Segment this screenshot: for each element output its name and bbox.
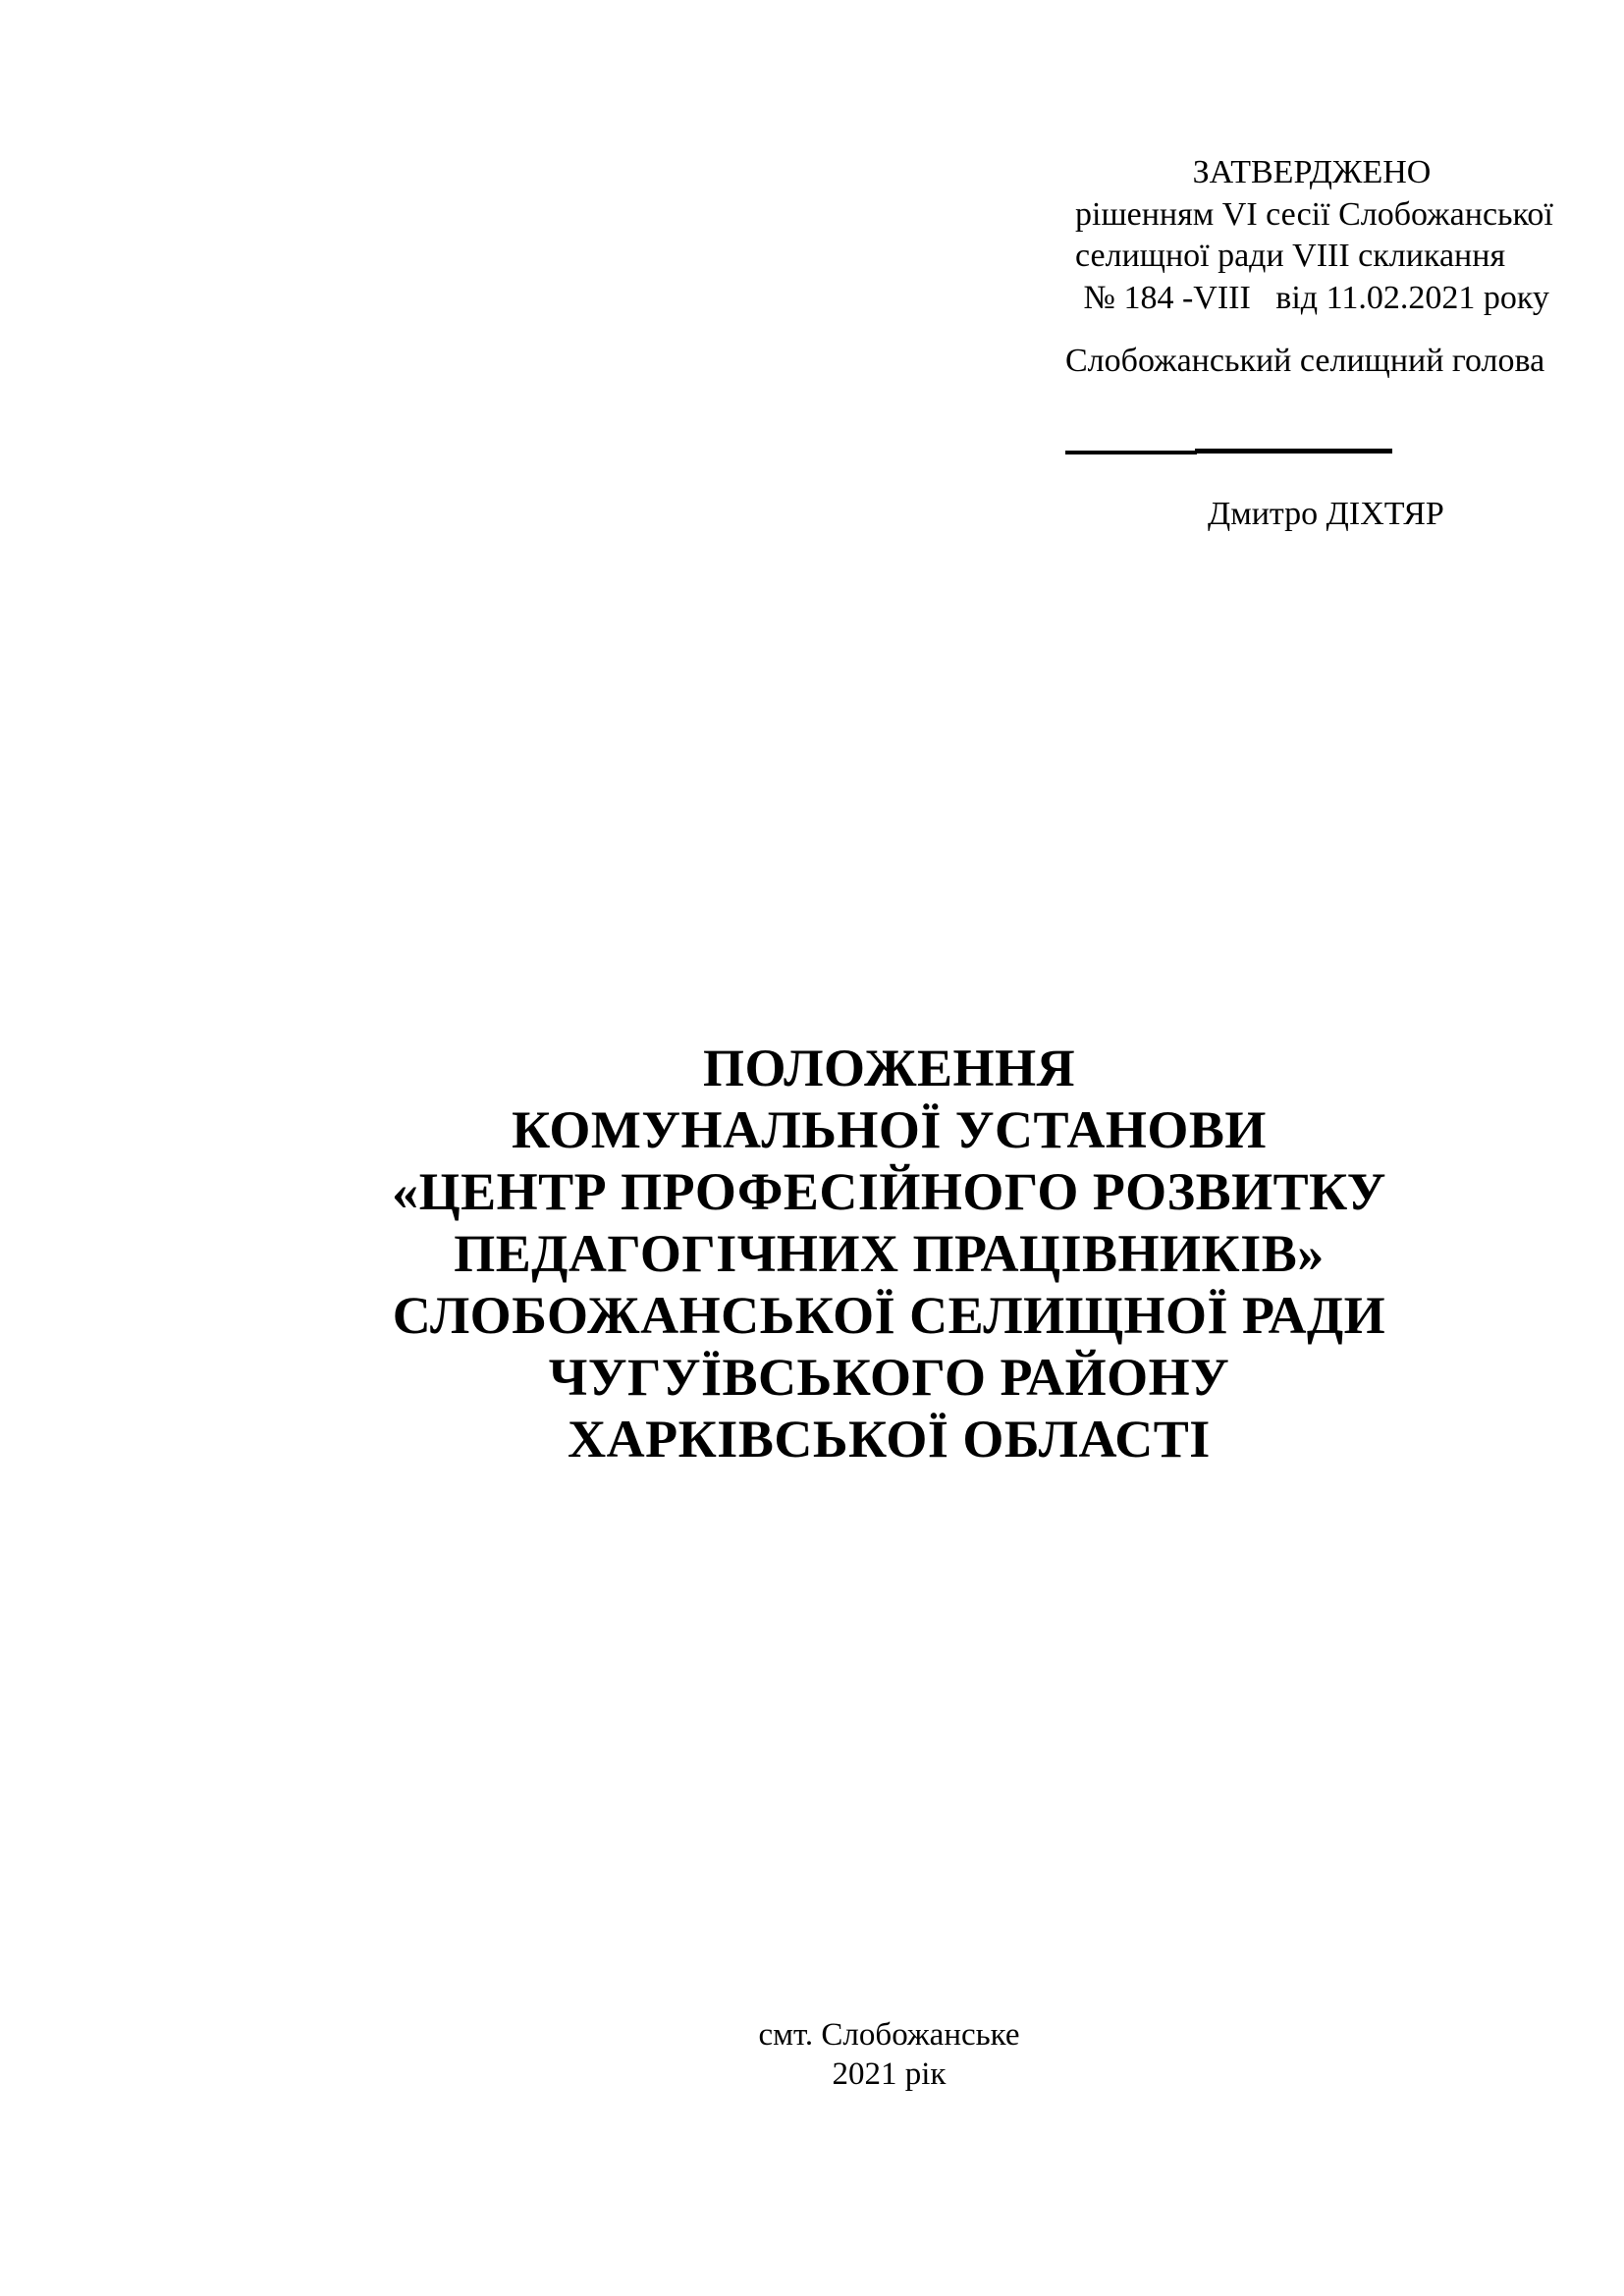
document-title-line-6: ЧУГУЇВСЬКОГО РАЙОНУ — [548, 1348, 1230, 1407]
document-title — [232, 1038, 1546, 1470]
approval-decision-line-1: рішенням VI сесії Слобожанської — [1075, 195, 1553, 233]
footer-place: смт. Слобожанське — [758, 2017, 1020, 2053]
document-title-line-7: ХАРКІВСЬКОЇ ОБЛАСТІ — [568, 1410, 1211, 1468]
document-title-line-2: КОМУНАЛЬНОЇ УСТАНОВИ — [512, 1100, 1267, 1159]
approval-decision-line-2: селищної ради VIII скликання — [1075, 238, 1506, 274]
approval-decision-line-3: № 184 -VIII від 11.02.2021 року — [1075, 279, 1549, 316]
document-title-line-5: СЛОБОЖАНСЬКОЇ СЕЛИЩНОЇ РАДИ — [392, 1286, 1386, 1345]
signatory-name: Дмитро ДІХТЯР — [1208, 496, 1444, 532]
signatory-position-title: Слобожанський селищний голова — [1065, 343, 1545, 379]
footer-year: 2021 рік — [832, 2056, 947, 2092]
document-title-line-4: ПЕДАГОГІЧНИХ ПРАЦІВНИКІВ» — [454, 1224, 1325, 1283]
approval-heading: ЗАТВЕРДЖЕНО — [1192, 154, 1432, 190]
approval-block — [1075, 152, 1553, 319]
document-title-line-3: «ЦЕНТР ПРОФЕСІЙНОГО РОЗВИТКУ — [392, 1162, 1386, 1221]
footer-block — [232, 2015, 1546, 2094]
signature-line — [1065, 451, 1197, 454]
document-title-line-1: ПОЛОЖЕННЯ — [702, 1039, 1076, 1097]
signature-line — [1195, 449, 1392, 454]
